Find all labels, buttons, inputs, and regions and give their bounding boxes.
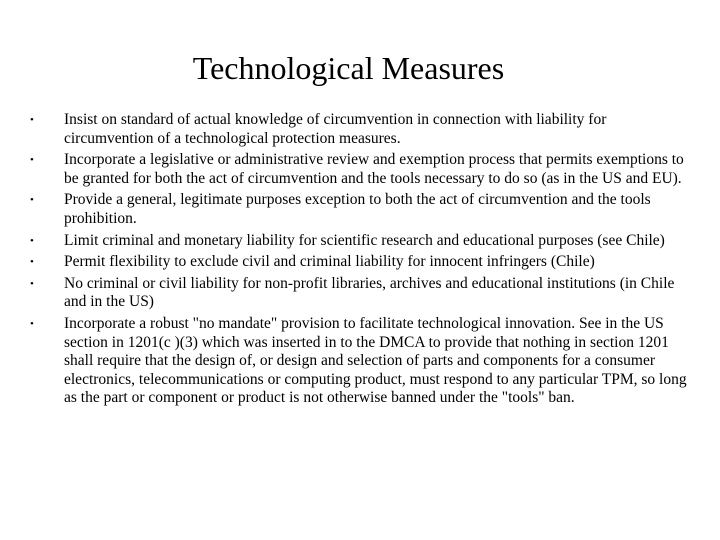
bullet-dot-icon: • (30, 194, 34, 207)
bullet-text: Permit flexibility to exclude civil and criminal liability for innocent infringers (Chile) (64, 253, 595, 271)
bullet-text: Limit criminal and monetary liability for scientific research and educational purposes (see Chile) (64, 231, 665, 249)
slide-title: Technological Measures (192, 50, 505, 86)
bullet-item (30, 275, 690, 312)
bullet-text: Incorporate a robust "no mandate" provision to facilitate technological innovation. See in the US section in 1201(c )(3) which was inserted in to the DMCA to provide that nothing in section 1201 shall require that the design of, or design and selection of parts and components for a consumer electronics, telecommunications or computing product, must respond to any particular TPM, so long as the part or component or product is not otherwise banned under the "tools" ban. (64, 314, 687, 407)
bullet-dot-icon: • (30, 317, 34, 330)
bullet-item (30, 191, 690, 228)
bullet-dot-icon: • (30, 234, 34, 247)
bullet-item (30, 232, 690, 251)
bullet-text: Incorporate a legislative or administrative review and exemption process that permits exemptions to be granted for both the act of circumvention and the tools necessary to do so (as in the US and EU). (64, 151, 684, 187)
bullet-item (30, 315, 690, 408)
bullet-item (30, 151, 690, 188)
bullet-dot-icon: • (30, 277, 34, 290)
bullet-text: No criminal or civil liability for non-profit libraries, archives and educational institutions (in Chile and in the US) (64, 274, 675, 311)
bullet-list (30, 111, 690, 411)
bullet-dot-icon: • (30, 114, 34, 126)
bullet-item (30, 253, 690, 272)
bullet-dot-icon: • (30, 154, 34, 167)
bullet-text: Provide a general, legitimate purposes exception to both the act of circumvention and the tools prohibition. (64, 191, 651, 227)
bullet-dot-icon: • (30, 256, 34, 269)
bullet-item (30, 111, 690, 148)
bullet-text: Insist on standard of actual knowledge of circumvention in connection with liability for circumvention of a technological protection measures. (64, 111, 607, 147)
